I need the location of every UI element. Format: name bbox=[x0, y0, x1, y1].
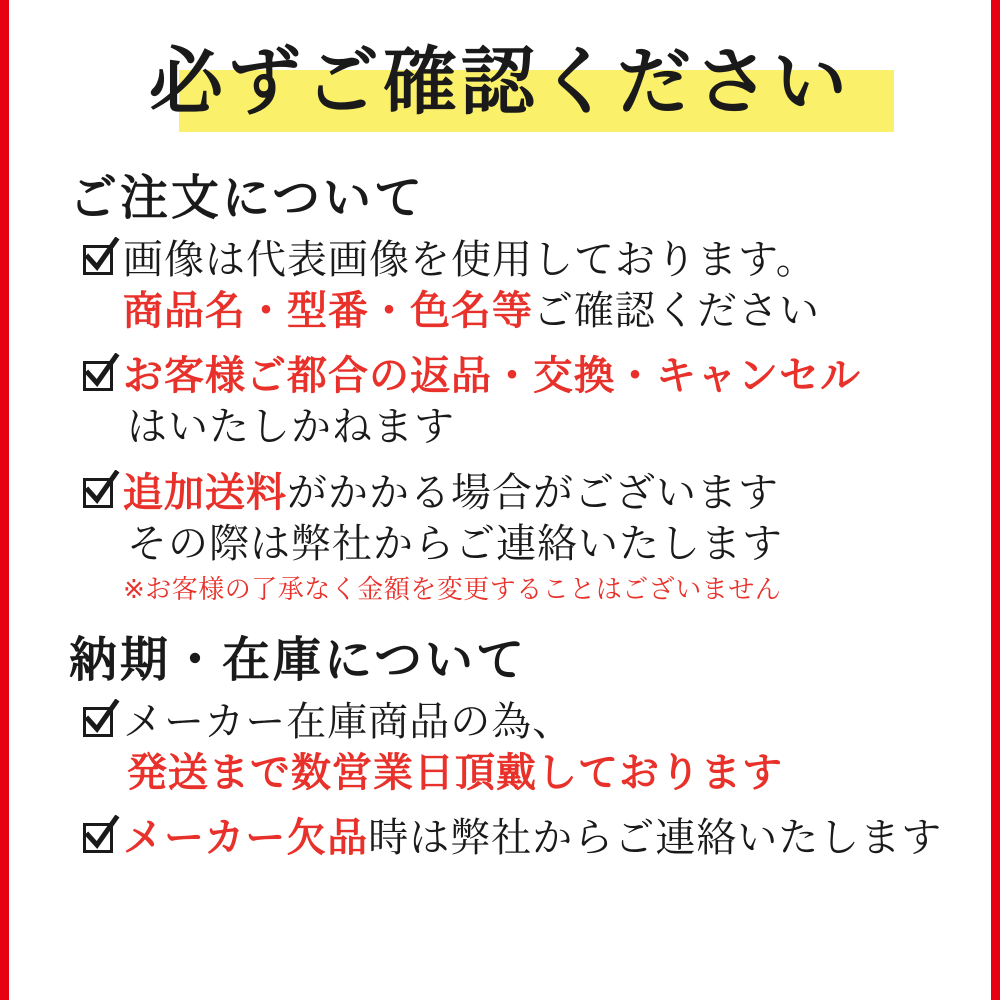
list-item-line: 画像は代表画像を使用しております。 bbox=[123, 236, 817, 283]
list-item bbox=[81, 235, 961, 337]
list-item-line: メーカー在庫商品の為、 bbox=[123, 698, 574, 745]
list-item-line: その際は弊社からご連絡いたします bbox=[127, 520, 783, 567]
section-heading-delivery-stock: 納期・在庫について bbox=[69, 631, 528, 688]
list-item bbox=[81, 351, 961, 453]
emphasis-text: 商品名・型番・色名等 bbox=[123, 287, 533, 334]
left-red-rule bbox=[0, 0, 9, 1000]
list-item-text bbox=[123, 697, 961, 799]
checkbox-checked-icon bbox=[81, 819, 119, 857]
list-item-line: はいたしかねます bbox=[127, 404, 455, 451]
right-red-rule bbox=[991, 0, 1000, 1000]
list-item-line: お客様ご都合の返品・交換・キャンセル bbox=[123, 353, 861, 400]
section-orders bbox=[39, 172, 961, 608]
checkbox-checked-icon bbox=[81, 703, 119, 741]
list-item-text bbox=[123, 468, 961, 608]
list-item bbox=[81, 468, 961, 608]
list-item bbox=[81, 813, 961, 864]
emphasis-text: メーカー欠品 bbox=[123, 814, 369, 861]
list-item-text bbox=[123, 235, 961, 337]
trailing-text: 時は弊社からご連絡いたします bbox=[368, 814, 943, 861]
page-title bbox=[39, 22, 961, 172]
trailing-text: がかかる場合がございます bbox=[287, 469, 779, 516]
list-item-line bbox=[123, 286, 961, 337]
checkbox-checked-icon bbox=[81, 357, 119, 395]
section-heading-orders: ご注文について bbox=[69, 170, 426, 226]
list-item bbox=[81, 697, 961, 799]
section-delivery-stock bbox=[39, 631, 961, 864]
list-item-line bbox=[123, 813, 961, 864]
trailing-text: ご確認ください bbox=[533, 287, 820, 334]
list-item-line: 発送まで数営業日頂戴しております bbox=[127, 749, 783, 796]
page-title-text: 必ずご確認ください bbox=[149, 39, 851, 125]
list-item-note: ※お客様の了承なく金額を変更することはございません bbox=[123, 574, 782, 605]
list-item-line bbox=[123, 468, 961, 519]
checkbox-checked-icon bbox=[81, 241, 119, 279]
emphasis-text: 追加送料 bbox=[123, 469, 287, 516]
content-area bbox=[9, 0, 991, 1000]
checkbox-checked-icon bbox=[81, 474, 119, 512]
list-item-text bbox=[123, 813, 961, 864]
list-item-text bbox=[123, 351, 961, 453]
